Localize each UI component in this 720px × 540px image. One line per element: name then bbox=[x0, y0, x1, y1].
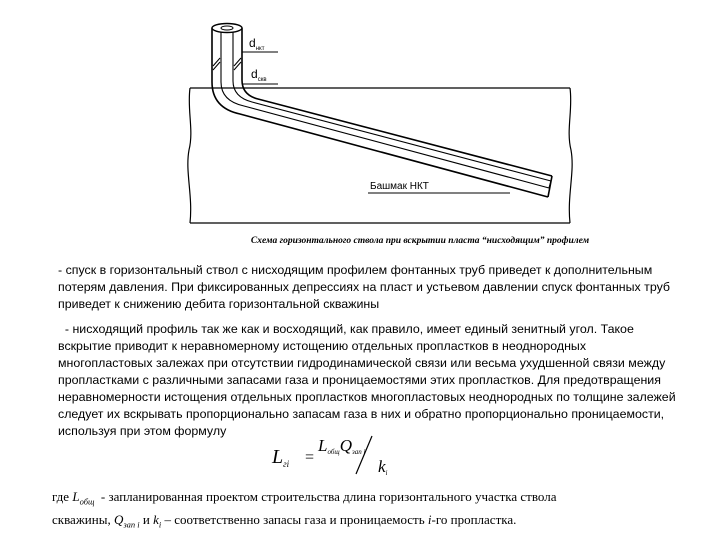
formula-equals: = bbox=[304, 449, 315, 466]
paragraph-tubing-descent bbox=[58, 262, 670, 313]
d-skv-label: $d_{скв}$ bbox=[251, 67, 267, 83]
legend-line-reserves: скважины, $Q_{зап i}$ и $k_i$ – соответственно запасы газа и проницаемость i-го пропластка. bbox=[52, 511, 517, 530]
formula-legend bbox=[52, 488, 557, 533]
text-line: потерям давления. При фиксированных депрессиях на пласт и устьевом давлении спуск фонтанных труб bbox=[58, 280, 671, 294]
wellhead-top bbox=[212, 24, 242, 33]
paragraph-descending-profile bbox=[58, 321, 676, 440]
wall-hatch bbox=[213, 58, 241, 70]
text-line: многопластовых залежах при отсутствии гидродинамической связи или весьма ухудшенной связи между bbox=[58, 356, 666, 370]
text-line: неравномерности истощения отдельных пропластков многопластовых неоднородных по толщине залежей bbox=[58, 390, 676, 404]
text-line: - спуск в горизонтальный ствол с нисходящим профилем фонтанных труб приведет к дополнительным bbox=[58, 263, 653, 277]
text-line: следует их вскрывать пропорционально запасам газа в них и обратно пропорционально проницаемости, bbox=[58, 407, 665, 421]
wellbore-right-wall bbox=[242, 28, 552, 176]
text-line: вскрытие приводит к неравномерному истощению отдельных пропластков в неоднородных bbox=[58, 339, 587, 353]
diagram-caption: Схема горизонтального ствола при вскрытии пласта “нисходящим” профилем bbox=[250, 236, 590, 246]
horizontal-well-diagram bbox=[0, 0, 720, 240]
formula-numerator: LобщQзап i bbox=[318, 436, 366, 456]
text-line: - нисходящий профиль так же как и восходящий, как правило, имеет единый зенитный угол. Такое bbox=[58, 322, 634, 336]
formula-lhs: $L_{гi}$ bbox=[272, 446, 290, 469]
formula bbox=[266, 430, 416, 480]
shoe-label: Башмак НКТ bbox=[370, 181, 429, 192]
text-line: пропластками с различными запасами газа и проницаемостями этих пропластков. Для предотвращения bbox=[58, 373, 661, 387]
formation-right-edge bbox=[569, 88, 572, 223]
text-line: используя при этом формулу bbox=[58, 424, 227, 438]
formula-denominator: ki bbox=[378, 457, 388, 477]
formation-left-edge bbox=[188, 88, 191, 223]
wellbore-left-wall bbox=[212, 28, 548, 197]
text-line: приведет к снижению дебита горизонтальной скважины bbox=[58, 297, 380, 311]
legend-line-length: где $L_{общ}$ - запланированная проектом строительства длина горизонтального участка ствола bbox=[52, 489, 557, 507]
d-nkt-label: $d_{нкт}$ bbox=[249, 36, 265, 52]
